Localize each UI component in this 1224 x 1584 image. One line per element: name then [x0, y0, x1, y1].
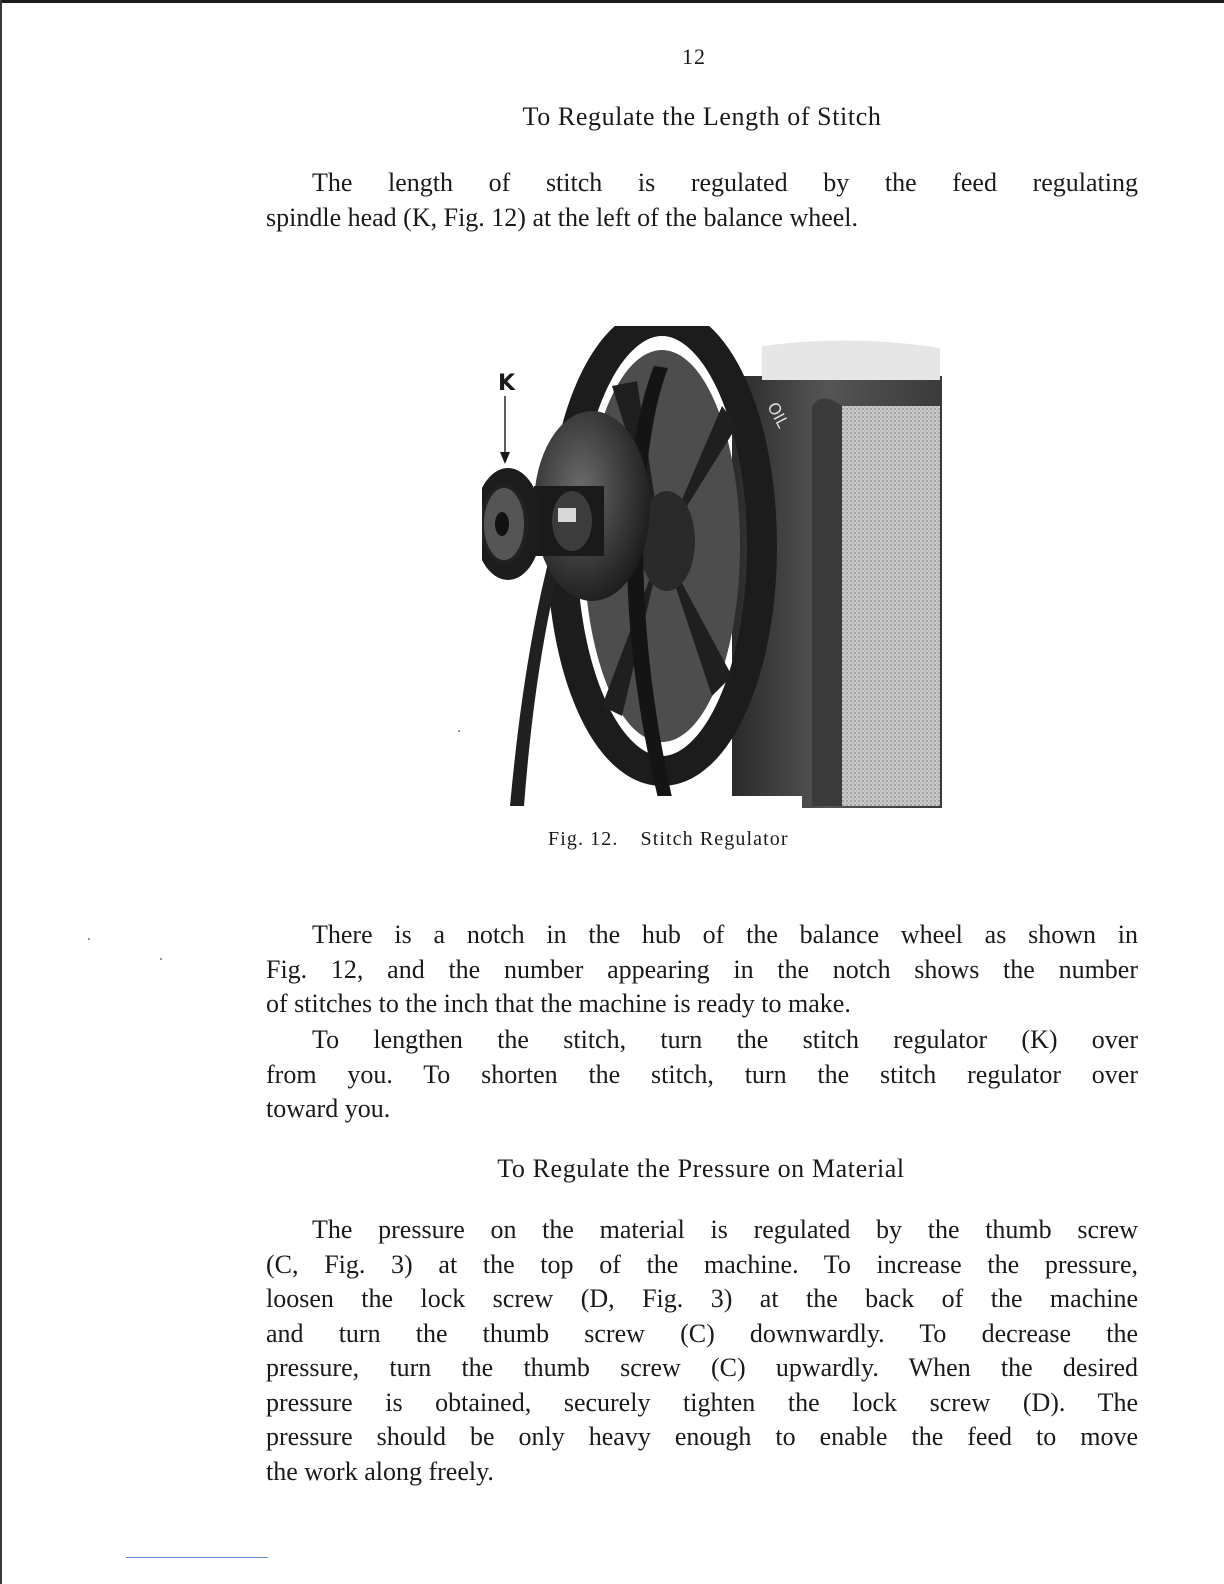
text-line: loosen the lock screw (D, Fig. 3) at the back of the machine: [266, 1284, 1138, 1313]
text-line: spindle head (K, Fig. 12) at the left of the balance wheel.: [266, 202, 859, 232]
text-line: pressure, turn the thumb screw (C) upwardly. When the desired: [266, 1353, 1138, 1382]
left-border-rule: [0, 0, 2, 1584]
section-heading-stitch-length: To Regulate the Length of Stitch: [522, 102, 882, 131]
page-number: 12: [682, 44, 706, 69]
label-k: K: [498, 371, 516, 396]
paragraph-pressure: [266, 1213, 1138, 1489]
text-line: The length of stitch is regulated by the feed regulating: [312, 168, 1138, 197]
caption-number: Fig. 12.: [548, 828, 619, 850]
text-line: pressure is obtained, securely tighten the lock screw (D). The: [266, 1387, 1138, 1417]
oil-engraving: OIL: [763, 398, 793, 432]
machine-top-highlight: [762, 340, 940, 380]
scan-speck: [458, 730, 460, 732]
scan-speck: [160, 958, 162, 960]
figure-caption: [548, 828, 789, 851]
section-heading-pressure: To Regulate the Pressure on Material: [497, 1154, 905, 1183]
text-line: To lengthen the stitch, turn the stitch regulator (K) over: [312, 1025, 1138, 1054]
text-line: the work along freely.: [266, 1456, 494, 1486]
paragraph-notch: [266, 918, 1138, 1022]
bottom-underline: [126, 1557, 268, 1558]
paragraph-stitch-intro: [266, 166, 1138, 235]
text-line: of stitches to the inch that the machine is ready to make.: [266, 989, 851, 1018]
text-line: (C, Fig. 3) at the top of the machine. To increase the pressure,: [266, 1249, 1138, 1279]
balance-wheel-photo: [462, 296, 942, 808]
text-line: from you. To shorten the stitch, turn the stitch regulator over: [266, 1059, 1138, 1089]
paragraph-lengthen: [266, 1023, 1138, 1127]
figure-stitch-regulator: [462, 296, 942, 808]
text-line: pressure should be only heavy enough to enable the feed to move: [266, 1422, 1138, 1451]
text-line: There is a notch in the hub of the balance wheel as shown in: [312, 920, 1138, 949]
text-line: and turn the thumb screw (C) downwardly. To decrease the: [266, 1318, 1138, 1348]
scan-speck: [88, 938, 90, 940]
top-border-rule: [0, 0, 1224, 3]
text-line: toward you.: [266, 1094, 391, 1123]
text-line: Fig. 12, and the number appearing in the notch shows the number: [266, 954, 1138, 984]
hub-notch: [558, 508, 576, 522]
text-line: The pressure on the material is regulated by the thumb screw: [312, 1215, 1138, 1244]
caption-title: Stitch Regulator: [640, 828, 789, 850]
